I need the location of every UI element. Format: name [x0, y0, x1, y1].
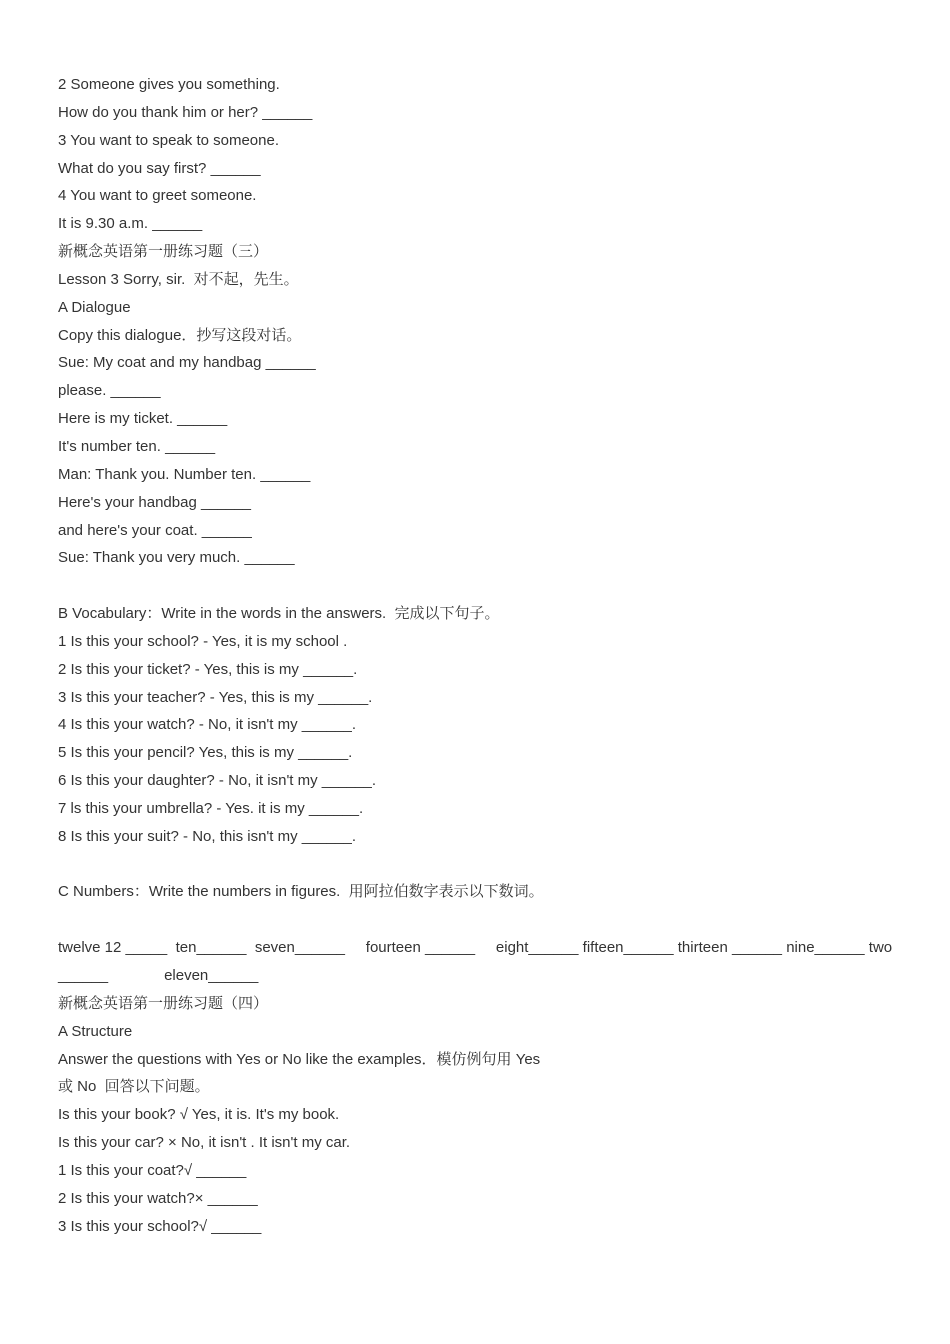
vocabulary-item: 6 Is this your daughter? - No, it isn't my ______. [58, 772, 377, 790]
worksheet-page [58, 71, 898, 1240]
dialogue-line: Here is my ticket. ______ [58, 410, 228, 428]
exercise-line: 2 Someone gives you something. [58, 76, 280, 93]
structure-item: 1 Is this your coat?√ ______ [58, 1161, 247, 1179]
exercise-line: 4 You want to greet someone. [58, 187, 257, 205]
vocabulary-item: 4 Is this your watch? - No, it isn't my ______. [58, 716, 356, 734]
number-word: eight______ [495, 939, 579, 957]
dialogue-line: Sue: Thank you very much. ______ [58, 549, 295, 567]
number-word: seven______ [254, 939, 345, 957]
section-title: A Dialogue [58, 298, 131, 316]
exercise-line: 3 You want to speak to someone. [58, 131, 279, 149]
structure-item: 2 Is this your watch?× ______ [58, 1189, 258, 1207]
vocabulary-item: 5 Is this your pencil? Yes, this is my ______. [58, 744, 353, 762]
section-instruction: Copy this dialogue．抄写这段对话。 [58, 326, 302, 344]
number-word: ten______ [175, 939, 247, 957]
vocabulary-item: 7 ls this your umbrella? - Yes. it is my ______. [58, 799, 364, 817]
number-word: fifteen______ [582, 939, 674, 957]
number-word: thirteen ______ [677, 939, 783, 957]
lesson2-tail [58, 71, 898, 238]
example-line: Is this your car? × No, it isn't . It isn't my car. [58, 1134, 351, 1152]
lesson-title: Lesson 3 Sorry, sir. 对不起，先生。 [58, 270, 299, 288]
exercise-line: It is 9.30 a.m. ______ [58, 215, 203, 233]
dialogue-line: Here's your handbag ______ [58, 493, 252, 511]
example-line: Is this your book? √ Yes, it is. It's my book. [58, 1106, 340, 1124]
dialogue-line: please. ______ [58, 382, 161, 400]
lesson3 [58, 238, 898, 990]
exercise-line: What do you say first? ______ [58, 159, 261, 177]
dialogue-line: Sue: My coat and my handbag ______ [58, 354, 316, 372]
section-title: A Structure [58, 1022, 133, 1040]
number-word: ______ [58, 967, 109, 984]
numbers-row [58, 934, 898, 962]
vocabulary-item: 3 Is this your teacher? - Yes, this is my ______. [58, 688, 373, 706]
dialogue-line: Man: Thank you. Number ten. ______ [58, 465, 311, 483]
numbers-row [58, 962, 898, 990]
section-instruction: Answer the questions with Yes or No like the examples．模仿例句用 Yes [58, 1050, 541, 1068]
spacer [58, 572, 898, 600]
number-word: twelve 12 _____ [58, 939, 168, 957]
structure-item: 3 Is this your school?√ ______ [58, 1217, 262, 1235]
number-word: two [868, 939, 893, 957]
number-word: eleven______ [164, 967, 259, 984]
section-title: C Numbers：Write the numbers in figures. 用阿拉伯数字表示以下数词。 [58, 883, 544, 901]
number-word: fourteen ______ [365, 939, 476, 957]
vocabulary-item: 1 Is this your school? - Yes, it is my school . [58, 632, 348, 650]
vocabulary-item: 8 Is this your suit? - No, this isn't my ______. [58, 827, 356, 845]
spacer [58, 851, 898, 879]
lesson-heading: 新概念英语第一册练习题（四） [58, 994, 269, 1012]
vocabulary-item: 2 Is this your ticket? - Yes, this is my ______. [58, 660, 358, 678]
lesson4 [58, 990, 898, 1241]
lesson-heading: 新概念英语第一册练习题（三） [58, 243, 269, 261]
section-title: B Vocabulary：Write in the words in the answers. 完成以下句子。 [58, 605, 500, 623]
spacer [58, 906, 898, 934]
dialogue-line: It's number ten. ______ [58, 437, 216, 455]
exercise-line: How do you thank him or her? ______ [58, 103, 313, 121]
number-word: nine______ [786, 939, 865, 957]
dialogue-line: and here's your coat. ______ [58, 521, 252, 539]
section-instruction: 或 No 回答以下问题。 [58, 1078, 210, 1096]
